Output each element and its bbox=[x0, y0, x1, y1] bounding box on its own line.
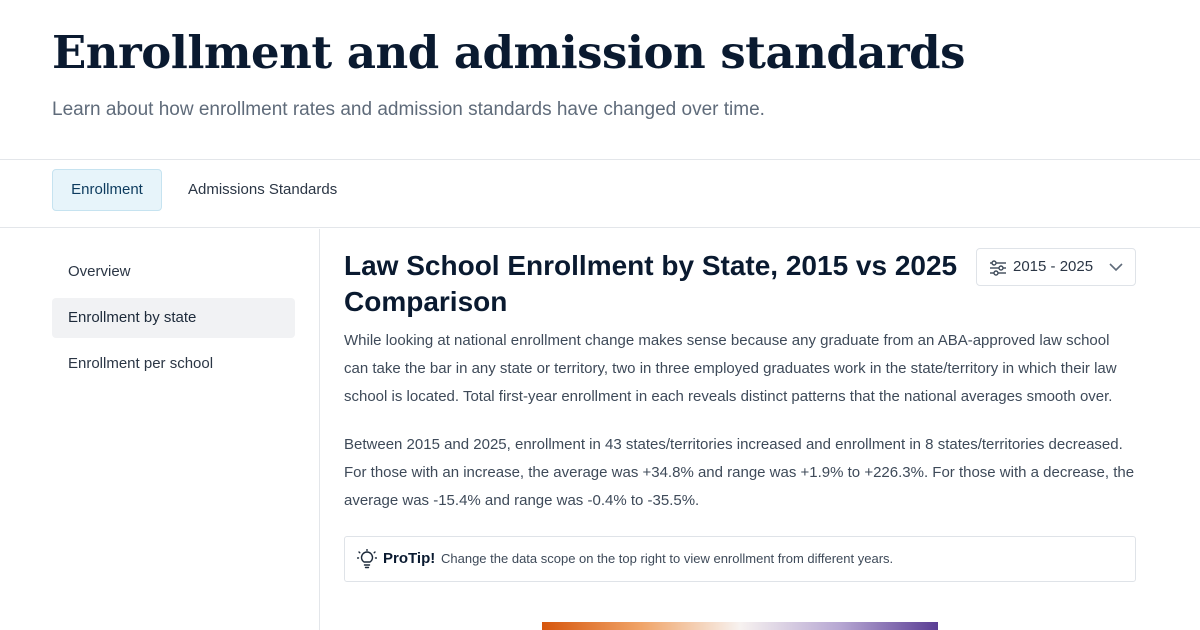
page-header bbox=[0, 0, 1200, 160]
main-content bbox=[344, 229, 1136, 630]
tab-bar bbox=[0, 161, 1200, 228]
sidebar-item-enrollment-by-state[interactable]: Enrollment by state bbox=[52, 298, 295, 338]
tab-admissions-standards[interactable]: Admissions Standards bbox=[188, 181, 338, 198]
tab-enrollment[interactable]: Enrollment bbox=[52, 169, 162, 211]
protip-callout bbox=[344, 536, 1136, 582]
lightbulb-icon bbox=[357, 549, 377, 569]
data-scope-dropdown[interactable] bbox=[976, 248, 1136, 286]
page-subtitle: Learn about how enrollment rates and admission standards have changed over time. bbox=[52, 99, 765, 120]
sidebar-item-enrollment-per-school[interactable]: Enrollment per school bbox=[68, 355, 214, 372]
section-title: Law School Enrollment by State, 2015 vs 2025 Comparison bbox=[344, 250, 958, 317]
protip-title: ProTip! bbox=[383, 550, 436, 567]
sidebar bbox=[0, 229, 320, 630]
summary-paragraph: Between 2015 and 2025, enrollment in 43 states/territories increased and enrollment in 8 states/territories decreased. For those with an increase, the average was +34.8% and range was +1.9% to +226.3%. For those with a decrease, the average was -15.4% and range was -0.4% to -35.5%. bbox=[344, 436, 1135, 509]
protip-text: Change the data scope on the top right to view enrollment from different years. bbox=[441, 551, 894, 566]
sidebar-item-overview[interactable]: Overview bbox=[68, 263, 131, 280]
page-title: Enrollment and admission standards bbox=[52, 26, 965, 79]
chevron-down-icon bbox=[1109, 262, 1123, 272]
intro-paragraph: While looking at national enrollment change makes sense because any graduate from an ABA-approved law school can take the bar in any state or territory, two in three employed graduates work in the state/territory in which their law school is located. Total first-year enrollment in each reveals distinct patterns that the national averages smooth over. bbox=[344, 332, 1117, 405]
filter-sliders-icon bbox=[989, 260, 1007, 276]
map-legend-gradient bbox=[542, 622, 938, 630]
data-scope-value: 2015 - 2025 bbox=[1013, 258, 1094, 275]
